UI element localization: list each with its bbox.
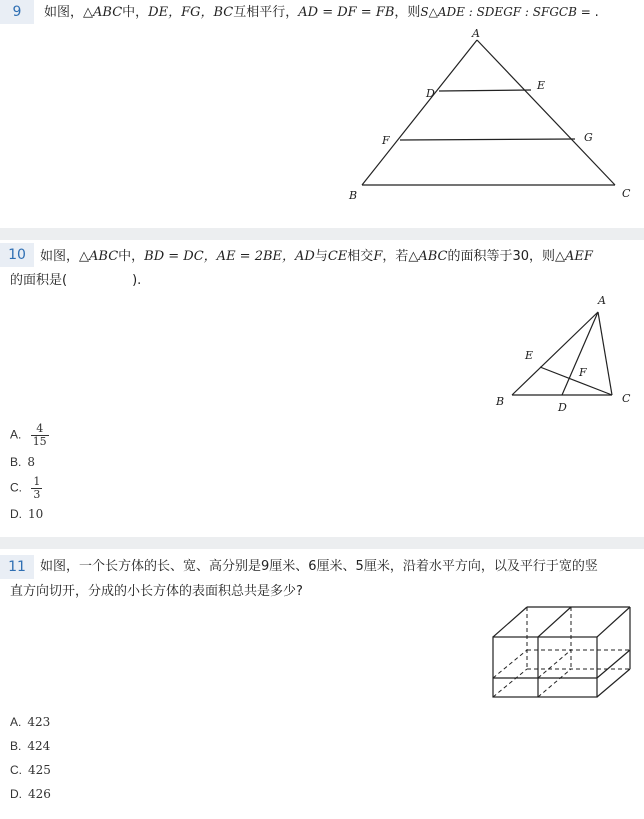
label-c: C (622, 392, 631, 405)
question-11 (0, 555, 644, 819)
label-b: B (349, 189, 358, 202)
question-10 (0, 243, 644, 533)
stem-text: 如图， (40, 249, 80, 264)
fraction-denominator: 15 (32, 435, 47, 448)
stem-text: 相交 (347, 249, 374, 264)
stem-text: 如图， (44, 5, 84, 20)
side-ac (477, 40, 615, 185)
label-a: A (598, 294, 606, 307)
stem-text: 中， (122, 5, 149, 20)
option-letter: C. (10, 480, 22, 495)
label-a: A (472, 27, 480, 40)
stem-text: . (594, 5, 599, 20)
stem-text: 与 (314, 249, 328, 264)
segment-de (439, 90, 531, 91)
hidden-depth-edge-bl (493, 669, 527, 697)
question-stem: 如图，一个长方体的长、宽、高分别是9厘米、6厘米、5厘米，沿着水平方向，以及平行于宽的竖 (40, 559, 598, 574)
label-d: D (426, 87, 435, 100)
label-c: C (622, 187, 631, 200)
stem-math: △AEF (555, 249, 593, 264)
fraction-numerator: 4 (31, 423, 49, 436)
option-value: 8 (27, 455, 35, 469)
option-b[interactable] (10, 455, 35, 469)
depth-edge-tr (597, 607, 630, 637)
question-number: 9 (0, 0, 34, 24)
question-number: 10 (0, 243, 34, 267)
question-stem-line2: 的面积是( ). (10, 273, 142, 288)
stem-math: △ABC (83, 5, 123, 20)
option-value: 426 (28, 787, 51, 801)
label-e: E (525, 349, 534, 362)
question-stem-line2: 直方向切开，分成的小长方体的表面积总共是多少? (10, 584, 303, 599)
label-f: F (382, 134, 390, 147)
option-d[interactable] (10, 787, 51, 801)
label-b: B (496, 395, 505, 408)
hidden-bottom-vertical-cut (538, 669, 571, 697)
stem-text: ，则 (394, 5, 421, 20)
option-a[interactable] (10, 715, 50, 729)
side-ab (362, 40, 477, 185)
option-d[interactable] (10, 507, 43, 521)
side-ac (598, 312, 612, 395)
stem-text: 的面积等于30，则 (447, 249, 556, 264)
depth-edge-tl (493, 607, 527, 637)
option-c[interactable] (10, 476, 42, 501)
option-letter: A. (10, 427, 22, 442)
option-value: 423 (27, 715, 51, 729)
segment-fg (400, 139, 575, 140)
option-c[interactable] (10, 763, 51, 777)
stem-math: △ABC (79, 249, 119, 264)
option-letter: D. (10, 507, 22, 521)
stem-math: S△ADE : SDEGF : SFGCB = (420, 5, 595, 19)
option-a[interactable] (10, 423, 49, 448)
stem-math: AD = DF = FB (298, 5, 395, 20)
option-letter: D. (10, 787, 22, 801)
stem-text: ，若 (382, 249, 409, 264)
option-letter: A. (10, 715, 22, 729)
label-g: G (584, 131, 593, 144)
figure-triangle-parallel-lines (0, 0, 644, 226)
segment-ce (540, 367, 612, 395)
stem-text: 互相平行， (233, 5, 299, 20)
option-fraction (31, 423, 49, 448)
option-fraction (31, 476, 42, 501)
stem-math: DE，FG，BC (148, 5, 234, 20)
question-divider (0, 537, 644, 549)
fraction-denominator: 3 (33, 488, 41, 501)
option-letter: C. (10, 763, 22, 777)
option-b[interactable] (10, 739, 50, 753)
label-f: F (579, 366, 587, 379)
stem-math: △ABC (408, 249, 448, 264)
label-d: D (558, 401, 567, 413)
option-value: 424 (27, 739, 51, 753)
stem-math: F (373, 249, 383, 264)
stem-text: 中， (118, 249, 145, 264)
figure-triangle-cevians (0, 243, 644, 413)
option-letter: B. (10, 739, 22, 753)
question-divider (0, 228, 644, 240)
top-vertical-cut (538, 607, 571, 637)
option-letter: B. (10, 455, 22, 469)
label-e: E (537, 79, 546, 92)
fraction-numerator: 1 (33, 475, 41, 488)
stem-math: BD = DC，AE = 2BE，AD (144, 249, 315, 264)
question-number: 11 (0, 555, 34, 579)
option-value: 10 (28, 507, 44, 521)
front-face (493, 637, 597, 697)
question-9 (0, 0, 644, 226)
stem-math: CE (327, 249, 348, 264)
option-value: 425 (28, 763, 51, 777)
figure-cuboid-cut (0, 595, 644, 745)
